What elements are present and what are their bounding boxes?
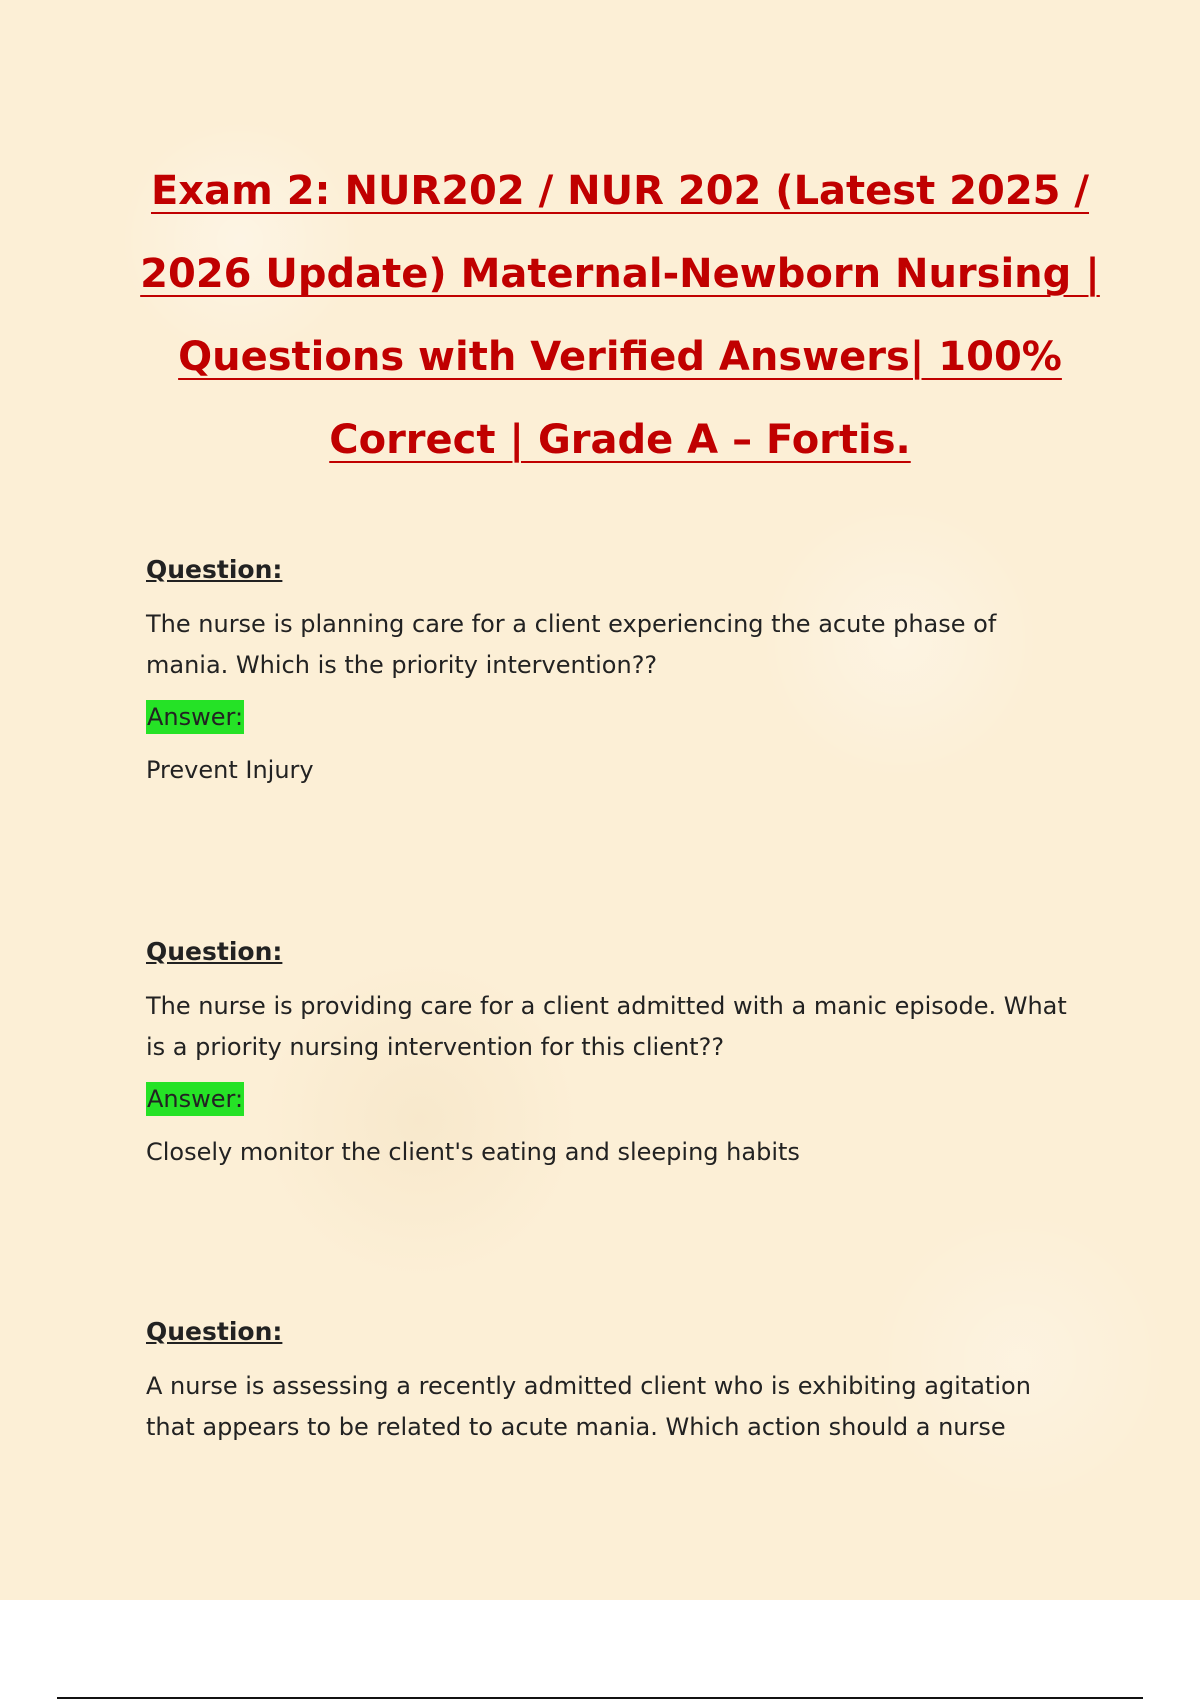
title-line-4: Correct | Grade A – Fortis.	[329, 417, 911, 463]
question-text: The nurse is providing care for a client admitted with a manic episode. What is a priority nursing intervention for this client??	[146, 992, 1067, 1061]
answer-label: Answer:	[146, 700, 244, 734]
answer-text: Closely monitor the client's eating and sleeping habits	[146, 1138, 800, 1166]
document-title	[140, 150, 1100, 482]
answer-label: Answer:	[146, 1082, 244, 1116]
qa-block-3	[146, 1314, 1076, 1448]
footer-divider	[57, 1697, 1143, 1699]
title-line-3: Questions with Verified Answers| 100%	[178, 334, 1062, 380]
answer-text: Prevent Injury	[146, 756, 314, 784]
question-label: Question:	[146, 937, 283, 966]
qa-block-2	[146, 934, 1076, 1173]
question-label: Question:	[146, 1317, 283, 1346]
question-label: Question:	[146, 555, 283, 584]
title-line-1: Exam 2: NUR202 / NUR 202 (Latest 2025 /	[150, 168, 1090, 214]
question-text: The nurse is planning care for a client experiencing the acute phase of mania. Which is the priority intervention??	[146, 610, 997, 679]
qa-block-1	[146, 552, 1076, 791]
title-line-2: 2026 Update) Maternal-Newborn Nursing |	[140, 251, 1100, 297]
question-text: A nurse is assessing a recently admitted client who is exhibiting agitation that appears to be related to acute mania. Which action should a nurse	[146, 1372, 1031, 1441]
